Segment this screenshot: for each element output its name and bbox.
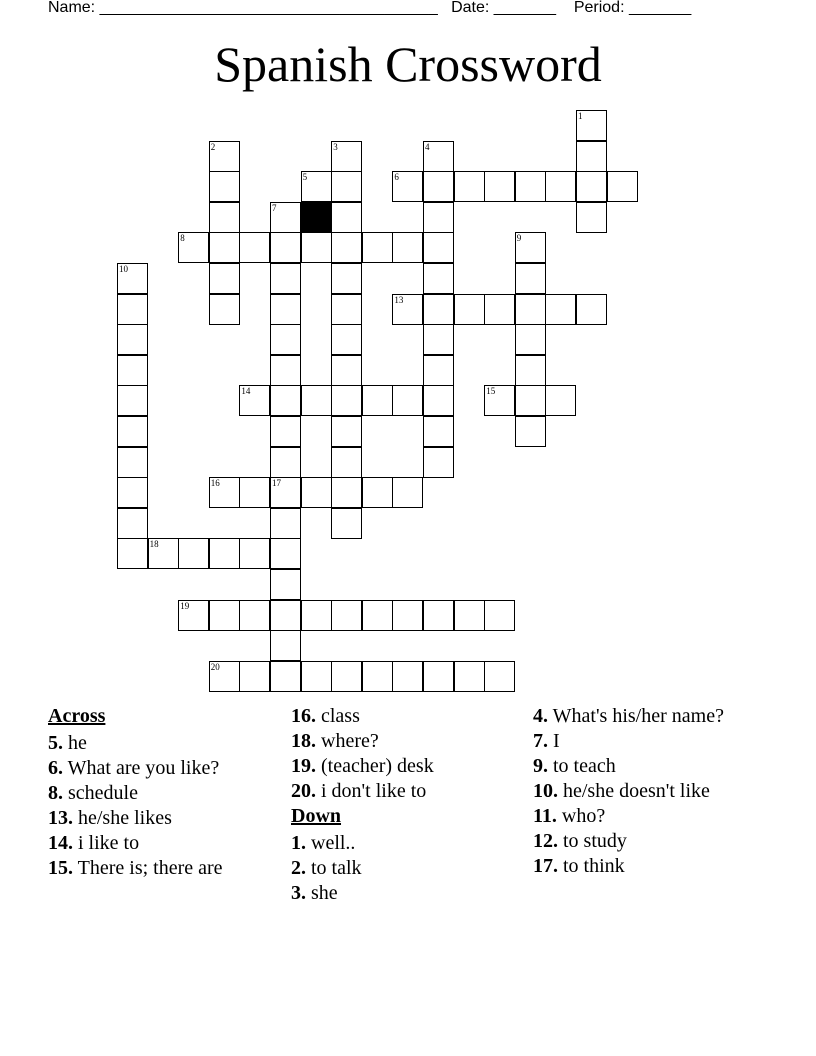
grid-cell[interactable]: [362, 600, 393, 631]
grid-cell[interactable]: [117, 355, 148, 386]
grid-cell[interactable]: [209, 171, 240, 202]
clue-item: [291, 729, 511, 753]
grid-cell[interactable]: [484, 661, 515, 692]
grid-cell[interactable]: [545, 294, 576, 325]
clue-number: 20: [210, 661, 220, 672]
clue-number: 1: [578, 111, 583, 121]
clue-number-label: 19.: [291, 755, 316, 777]
clue-text: What are you like?: [63, 757, 220, 779]
grid-cell[interactable]: [392, 294, 423, 325]
clue-text: (teacher) desk: [316, 755, 434, 777]
grid-cell[interactable]: [239, 538, 270, 569]
grid-cell[interactable]: [117, 508, 148, 539]
clue-text: to teach: [548, 755, 616, 777]
grid-cell[interactable]: [515, 324, 546, 355]
grid-cell[interactable]: [270, 416, 301, 447]
grid-cell[interactable]: [423, 263, 454, 294]
down-heading: Down: [291, 805, 342, 827]
grid-cell[interactable]: [301, 385, 332, 416]
clue-item: [533, 754, 733, 778]
clue-text: What's his/her name?: [548, 705, 724, 727]
grid-cell[interactable]: [515, 232, 546, 263]
clue-text: he: [63, 732, 87, 754]
grid-cell[interactable]: [515, 263, 546, 294]
grid-cell[interactable]: [270, 477, 301, 508]
grid-cell[interactable]: [331, 355, 362, 386]
clue-number-label: 6.: [48, 757, 63, 779]
grid-cell[interactable]: [301, 232, 332, 263]
grid-cell[interactable]: [454, 171, 485, 202]
grid-cell[interactable]: [148, 538, 179, 569]
grid-cell[interactable]: [392, 232, 423, 263]
clue-text: she: [306, 882, 338, 904]
grid-cell[interactable]: [423, 385, 454, 416]
clue-number: 10: [119, 264, 128, 274]
grid-cell[interactable]: [331, 416, 362, 447]
grid-cell[interactable]: [331, 263, 362, 294]
clue-text: who?: [556, 805, 606, 827]
clue-number: 18: [149, 539, 159, 550]
grid-cell[interactable]: [423, 661, 454, 692]
grid-cell[interactable]: [178, 600, 209, 631]
grid-cell[interactable]: [423, 355, 454, 386]
period-field-label: Period: _______: [573, 0, 692, 16]
grid-cell[interactable]: [392, 385, 423, 416]
clue-text: class: [316, 705, 360, 727]
grid-cell[interactable]: [270, 355, 301, 386]
clue-number: 4: [425, 141, 430, 152]
grid-cell[interactable]: [270, 294, 301, 325]
grid-cell[interactable]: [117, 538, 148, 569]
clue-number-label: 14.: [48, 832, 73, 854]
grid-cell[interactable]: [392, 171, 423, 202]
grid-cell[interactable]: [331, 171, 362, 202]
clue-text: to talk: [306, 857, 362, 879]
grid-cell[interactable]: [423, 294, 454, 325]
clue-item: [48, 806, 268, 830]
clue-text: to study: [558, 830, 627, 852]
grid-cell[interactable]: [515, 385, 546, 416]
clues-column-3: [533, 704, 733, 879]
across-heading: Across: [48, 705, 106, 727]
grid-cell[interactable]: [239, 232, 270, 263]
clue-text: schedule: [63, 782, 138, 804]
grid-cell[interactable]: [423, 324, 454, 355]
clue-text: i don't like to: [316, 780, 427, 802]
grid-cell[interactable]: [454, 661, 485, 692]
grid-cell[interactable]: [301, 600, 332, 631]
clue-number-label: 9.: [533, 755, 548, 777]
name-field-label: Name: ______________________________________: [48, 0, 438, 16]
grid-cell[interactable]: [423, 171, 454, 202]
grid-cell[interactable]: [392, 477, 423, 508]
clue-item: [48, 781, 268, 805]
grid-cell[interactable]: [117, 385, 148, 416]
clue-number: 6: [394, 172, 399, 183]
clue-number-label: 5.: [48, 732, 63, 754]
grid-cell[interactable]: [270, 538, 301, 569]
clue-number: 13: [394, 294, 404, 305]
grid-cell[interactable]: [576, 202, 607, 233]
grid-cell[interactable]: [331, 202, 362, 233]
clue-number-label: 4.: [533, 705, 548, 727]
grid-cell[interactable]: [515, 355, 546, 386]
grid-cell[interactable]: [454, 600, 485, 631]
grid-cell[interactable]: [392, 600, 423, 631]
grid-cell[interactable]: [209, 232, 240, 263]
grid-cell[interactable]: [270, 263, 301, 294]
grid-cell[interactable]: [331, 141, 362, 172]
grid-cell[interactable]: [209, 141, 240, 172]
grid-cell[interactable]: [331, 508, 362, 539]
clue-item: [533, 804, 733, 828]
grid-cell[interactable]: [331, 600, 362, 631]
clue-number: 3: [333, 141, 338, 152]
grid-cell[interactable]: [331, 661, 362, 692]
grid-cell[interactable]: [576, 294, 607, 325]
grid-cell[interactable]: [270, 202, 301, 233]
grid-cell[interactable]: [545, 385, 576, 416]
clue-number-label: 12.: [533, 830, 558, 852]
clue-text: to think: [558, 855, 625, 877]
clue-text: i like to: [73, 832, 140, 854]
clue-item: [48, 731, 268, 755]
grid-cell[interactable]: [423, 600, 454, 631]
clue-item: [48, 856, 268, 880]
grid-cell[interactable]: [117, 416, 148, 447]
grid-cell[interactable]: [117, 447, 148, 478]
clue-number-label: 3.: [291, 882, 306, 904]
grid-cell[interactable]: [270, 600, 301, 631]
clue-text: where?: [316, 730, 379, 752]
clue-item: [48, 831, 268, 855]
clue-number-label: 18.: [291, 730, 316, 752]
clue-number-label: 17.: [533, 855, 558, 877]
grid-cell[interactable]: [331, 294, 362, 325]
grid-cell[interactable]: [270, 508, 301, 539]
grid-cell[interactable]: [209, 263, 240, 294]
grid-cell[interactable]: [545, 171, 576, 202]
grid-cell[interactable]: [117, 263, 148, 294]
grid-cell[interactable]: [239, 385, 270, 416]
grid-cell[interactable]: [178, 538, 209, 569]
clue-number-label: 2.: [291, 857, 306, 879]
grid-cell[interactable]: [270, 385, 301, 416]
grid-cell[interactable]: [239, 477, 270, 508]
clue-number: 19: [180, 600, 190, 611]
clue-number-label: 20.: [291, 780, 316, 802]
clue-text: well..: [306, 832, 356, 854]
clue-number: 7: [272, 202, 277, 213]
clues-column-2: [291, 704, 511, 906]
grid-cell[interactable]: [209, 538, 240, 569]
grid-cell[interactable]: [362, 385, 393, 416]
clue-item: [291, 779, 511, 803]
grid-cell[interactable]: [331, 324, 362, 355]
clue-item: [533, 729, 733, 753]
grid-cell[interactable]: [239, 600, 270, 631]
clue-item: [533, 704, 733, 728]
clue-number: 16: [210, 478, 220, 489]
clue-number-label: 8.: [48, 782, 63, 804]
clue-number: 8: [180, 233, 185, 244]
clue-text: he/she likes: [73, 807, 172, 829]
grid-cell[interactable]: [301, 171, 332, 202]
grid-cell[interactable]: [576, 110, 607, 141]
clue-number-label: 7.: [533, 730, 548, 752]
grid-cell[interactable]: [301, 477, 332, 508]
grid-cell[interactable]: [239, 661, 270, 692]
clue-text: I: [548, 730, 560, 752]
clue-item: [533, 854, 733, 878]
grid-cell[interactable]: [117, 294, 148, 325]
grid-cell[interactable]: [362, 232, 393, 263]
grid-cell[interactable]: [117, 477, 148, 508]
grid-cell[interactable]: [362, 661, 393, 692]
clue-text: There is; there are: [73, 857, 223, 879]
grid-cell[interactable]: [515, 294, 546, 325]
grid-cell[interactable]: [331, 232, 362, 263]
grid-cell[interactable]: [178, 232, 209, 263]
clue-number: 2: [210, 141, 216, 152]
grid-cell[interactable]: [515, 171, 546, 202]
grid-cell[interactable]: [209, 661, 240, 692]
clue-item: [48, 756, 268, 780]
grid-cell[interactable]: [423, 141, 454, 172]
clue-item: [533, 779, 733, 803]
clue-number-label: 13.: [48, 807, 73, 829]
grid-cell[interactable]: [392, 661, 423, 692]
clue-text: he/she doesn't like: [558, 780, 710, 802]
grid-cell[interactable]: [270, 661, 301, 692]
grid-cell[interactable]: [301, 661, 332, 692]
grid-cell[interactable]: [270, 569, 301, 600]
grid-cell[interactable]: [607, 171, 638, 202]
grid-cell[interactable]: [331, 477, 362, 508]
grid-cell[interactable]: [209, 202, 240, 233]
clue-number: 5: [302, 172, 308, 183]
clue-item: [291, 704, 511, 728]
grid-cell[interactable]: [576, 171, 607, 202]
grid-cell[interactable]: [423, 202, 454, 233]
clue-item: [291, 856, 511, 880]
grid-cell[interactable]: [209, 600, 240, 631]
clue-item: [291, 754, 511, 778]
clue-item: [291, 881, 511, 905]
clue-item: [291, 831, 511, 855]
clue-item: [533, 829, 733, 853]
clue-number-label: 16.: [291, 705, 316, 727]
clues-column-1: [48, 704, 268, 881]
grid-cell[interactable]: [270, 232, 301, 263]
clue-number-label: 1.: [291, 832, 306, 854]
grid-cell[interactable]: [270, 324, 301, 355]
grid-cell[interactable]: [209, 477, 240, 508]
grid-cell[interactable]: [270, 630, 301, 661]
grid-cell[interactable]: [117, 324, 148, 355]
clue-number-label: 15.: [48, 857, 73, 879]
grid-cell[interactable]: [484, 600, 515, 631]
grid-cell[interactable]: [515, 416, 546, 447]
date-field-label: Date: _______: [451, 0, 557, 16]
grid-cell[interactable]: [270, 447, 301, 478]
grid-cell[interactable]: [331, 385, 362, 416]
grid-cell[interactable]: [209, 294, 240, 325]
grid-cell[interactable]: [454, 294, 485, 325]
grid-cell[interactable]: [331, 447, 362, 478]
grid-cell[interactable]: [362, 477, 393, 508]
page-title: Spanish Crossword: [214, 36, 602, 92]
clue-number: 15: [486, 386, 496, 397]
grid-cell[interactable]: [423, 416, 454, 447]
black-cell: [301, 202, 332, 233]
clue-number-label: 10.: [533, 780, 558, 802]
grid-cell[interactable]: [484, 294, 515, 325]
clue-number-label: 11.: [533, 805, 557, 827]
grid-cell[interactable]: [484, 385, 515, 416]
grid-cell[interactable]: [423, 232, 454, 263]
clue-number: 9: [516, 233, 522, 244]
clue-number: 17: [272, 478, 281, 489]
grid-cell[interactable]: [576, 141, 607, 172]
grid-cell[interactable]: [484, 171, 515, 202]
grid-cell[interactable]: [423, 447, 454, 478]
clue-number: 14: [241, 386, 251, 397]
